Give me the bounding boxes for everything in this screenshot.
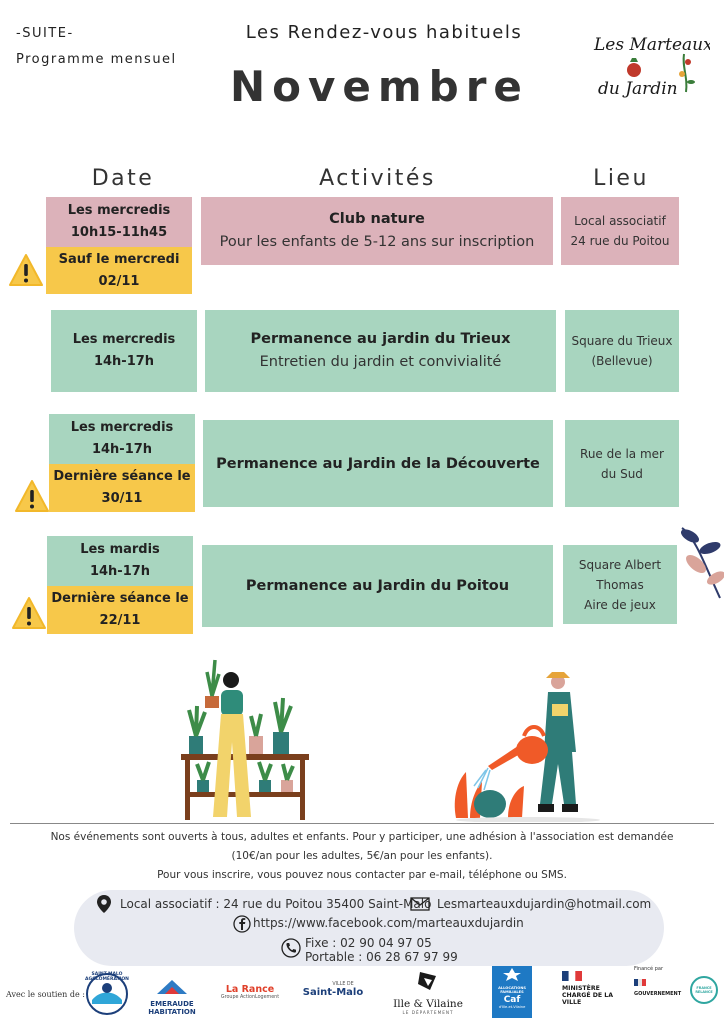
caf-logo-icon bbox=[492, 966, 532, 982]
ille-vilaine-logo-icon bbox=[386, 970, 470, 994]
france-relance-badge bbox=[690, 976, 718, 1004]
row-2-activity-desc: Entretien du jardin et convivialité bbox=[259, 354, 502, 370]
row-4-place-line-3: Aire de jeux bbox=[584, 597, 656, 612]
column-header-date: Date bbox=[91, 166, 155, 191]
column-header-activities: Activités bbox=[319, 166, 436, 191]
sponsor-saint-malo-agglo-logo bbox=[84, 970, 130, 1018]
row-3-activity-title: Permanence au Jardin de la Découverte bbox=[216, 455, 540, 472]
sponsor-ministere-text: MINISTÈRE CHARGÉ DE LA VILLE bbox=[562, 985, 613, 1006]
sponsor-finance-par-text: Financé par bbox=[634, 966, 664, 972]
row-1-activity-desc: Pour les enfants de 5-12 ans sur inscription bbox=[219, 234, 535, 250]
row-4-place-line-1: Square Albert bbox=[578, 557, 662, 572]
suite-label: -SUITE- bbox=[16, 26, 74, 41]
sponsor-la-rance-logo bbox=[218, 984, 282, 1010]
row-1-note-line-1: Sauf le mercredi bbox=[58, 251, 180, 267]
logo-graphic bbox=[592, 22, 710, 104]
sponsor-emeraude-text: EMERAUDE HABITATION bbox=[148, 1000, 196, 1016]
facebook-icon bbox=[233, 915, 251, 933]
row-4-date-day: Les mardis bbox=[80, 542, 160, 557]
sponsor-caf-region-text: d'Ille-et-Vilaine bbox=[498, 1004, 526, 1009]
row-3-note-line-1: Dernière séance le bbox=[53, 469, 191, 484]
row-4-activity-title: Permanence au Jardin du Poitou bbox=[245, 578, 510, 594]
sponsor-gouvernement-text: GOUVERNEMENT bbox=[634, 991, 682, 997]
row-2-place-line-2: (Bellevue) bbox=[591, 354, 653, 368]
sponsor-agglo-text: SAINT-MALO AGGLOMÉRATION bbox=[85, 972, 129, 982]
sponsor-emeraude-logo bbox=[137, 978, 207, 1014]
french-flag-icon bbox=[562, 971, 582, 981]
row-3-place-line-2: du Sud bbox=[601, 466, 643, 481]
email-icon bbox=[410, 897, 430, 911]
row-2-place-box bbox=[565, 310, 679, 392]
sponsor-ille-vilaine-text: Ille & Vilaine bbox=[393, 998, 463, 1010]
row-4-note-line-2: 22/11 bbox=[99, 613, 141, 628]
sponsor-caf-logo bbox=[492, 966, 532, 1018]
sponsor-action-logement-text: Groupe ActionLogement bbox=[220, 995, 280, 1000]
row-1-date-time: 10h15-11h45 bbox=[70, 225, 168, 240]
info-line-3: Pour vous inscrire, vous pouvez nous contacter par e-mail, téléphone ou SMS. bbox=[157, 869, 567, 881]
row-4-date-time: 14h-17h bbox=[89, 564, 151, 579]
row-3-date-time: 14h-17h bbox=[91, 442, 153, 457]
warning-icon bbox=[8, 253, 44, 287]
sponsor-gouvernement-logo bbox=[634, 966, 720, 1022]
row-1-place-line-1: Local associatif bbox=[574, 214, 666, 228]
divider bbox=[10, 823, 714, 824]
warning-icon bbox=[14, 479, 50, 513]
row-2-date-day: Les mercredis bbox=[72, 332, 176, 347]
row-2-place-line-1: Square du Trieux bbox=[571, 334, 673, 348]
row-2-date-box bbox=[51, 310, 197, 392]
info-line-1: Nos événements sont ouverts à tous, adultes et enfants. Pour y participer, une adhésion à l'association est demandée bbox=[50, 831, 674, 843]
row-4-date-box bbox=[47, 536, 193, 586]
row-3-date-day: Les mercredis bbox=[70, 420, 174, 435]
warning-icon bbox=[11, 596, 47, 630]
gardener-woman-illustration-icon bbox=[175, 652, 315, 820]
programme-label: Programme mensuel bbox=[16, 52, 177, 67]
info-line-2: (10€/an pour les adultes, 5€/an pour les enfants). bbox=[231, 850, 493, 862]
contact-facebook[interactable]: https://www.facebook.com/marteauxdujardin bbox=[253, 916, 524, 930]
row-4-activity-box bbox=[202, 545, 553, 627]
row-1-date-box bbox=[46, 197, 192, 247]
sponsor-caf-text: Caf bbox=[503, 994, 521, 1005]
row-3-note-line-2: 30/11 bbox=[101, 491, 143, 506]
row-4-note-box bbox=[47, 586, 193, 634]
row-1-activity-box bbox=[201, 197, 553, 265]
contact-phone-portable: Portable : 06 28 67 97 99 bbox=[305, 950, 458, 964]
row-1-place-box bbox=[561, 197, 679, 265]
row-1-note-line-2: 02/11 bbox=[98, 273, 140, 289]
sponsor-ministere-logo bbox=[562, 966, 622, 1018]
subtitle: Les Rendez-vous habituels bbox=[245, 22, 523, 43]
location-pin-icon bbox=[96, 894, 112, 914]
sponsor-saint-malo-text: Saint-Malo bbox=[302, 987, 364, 998]
row-4-place-box bbox=[563, 545, 677, 624]
page-title: Novembre bbox=[230, 62, 529, 111]
row-1-activity-title: Club nature bbox=[329, 211, 425, 227]
row-1-place-line-2: 24 rue du Poitou bbox=[570, 234, 670, 248]
row-2-activity-title: Permanence au jardin du Trieux bbox=[250, 331, 511, 347]
sponsor-ville-de-text: VILLE DE bbox=[332, 982, 354, 987]
association-logo bbox=[592, 22, 710, 104]
sponsor-la-rance-text: La Rance bbox=[225, 984, 275, 995]
row-1-date-day: Les mercredis bbox=[67, 203, 171, 218]
column-header-place: Lieu bbox=[593, 166, 649, 191]
row-4-note-line-1: Dernière séance le bbox=[51, 591, 189, 606]
logo-text-top: Les Marteaux bbox=[594, 35, 710, 55]
sponsors-label: Avec le soutien de : bbox=[6, 990, 85, 999]
sponsor-departement-text: LE DÉPARTEMENT bbox=[402, 1010, 454, 1015]
sponsor-france-relance-text: FRANCE RELANCE bbox=[695, 986, 713, 994]
row-4-place-line-2: Thomas bbox=[596, 577, 644, 592]
row-2-activity-box bbox=[205, 310, 556, 392]
emeraude-logo-icon bbox=[137, 978, 207, 996]
phone-icon bbox=[281, 938, 301, 958]
sponsor-caf-allocations-text: ALLOCATIONS FAMILIALES bbox=[498, 986, 526, 995]
row-3-place-line-1: Rue de la mer bbox=[580, 446, 664, 461]
row-3-date-box bbox=[49, 414, 195, 464]
logo-text-bottom: du Jardin bbox=[598, 79, 678, 99]
leaf-decoration-icon bbox=[676, 518, 724, 608]
row-3-activity-box bbox=[203, 420, 553, 507]
row-3-place-box bbox=[565, 420, 679, 507]
contact-email[interactable]: Lesmarteauxdujardin@hotmail.com bbox=[437, 897, 652, 911]
row-1-note-box bbox=[46, 247, 192, 294]
row-2-date-time: 14h-17h bbox=[93, 354, 155, 369]
contact-address: Local associatif : 24 rue du Poitou 35400 Saint-Malo bbox=[120, 897, 432, 911]
sponsor-ville-saint-malo-logo bbox=[300, 982, 366, 1010]
row-3-note-box bbox=[49, 464, 195, 512]
contact-phone-fixe: Fixe : 02 90 04 97 05 bbox=[305, 936, 432, 950]
gardener-watering-illustration-icon bbox=[448, 668, 608, 822]
sponsor-ille-vilaine-logo bbox=[386, 970, 470, 1020]
